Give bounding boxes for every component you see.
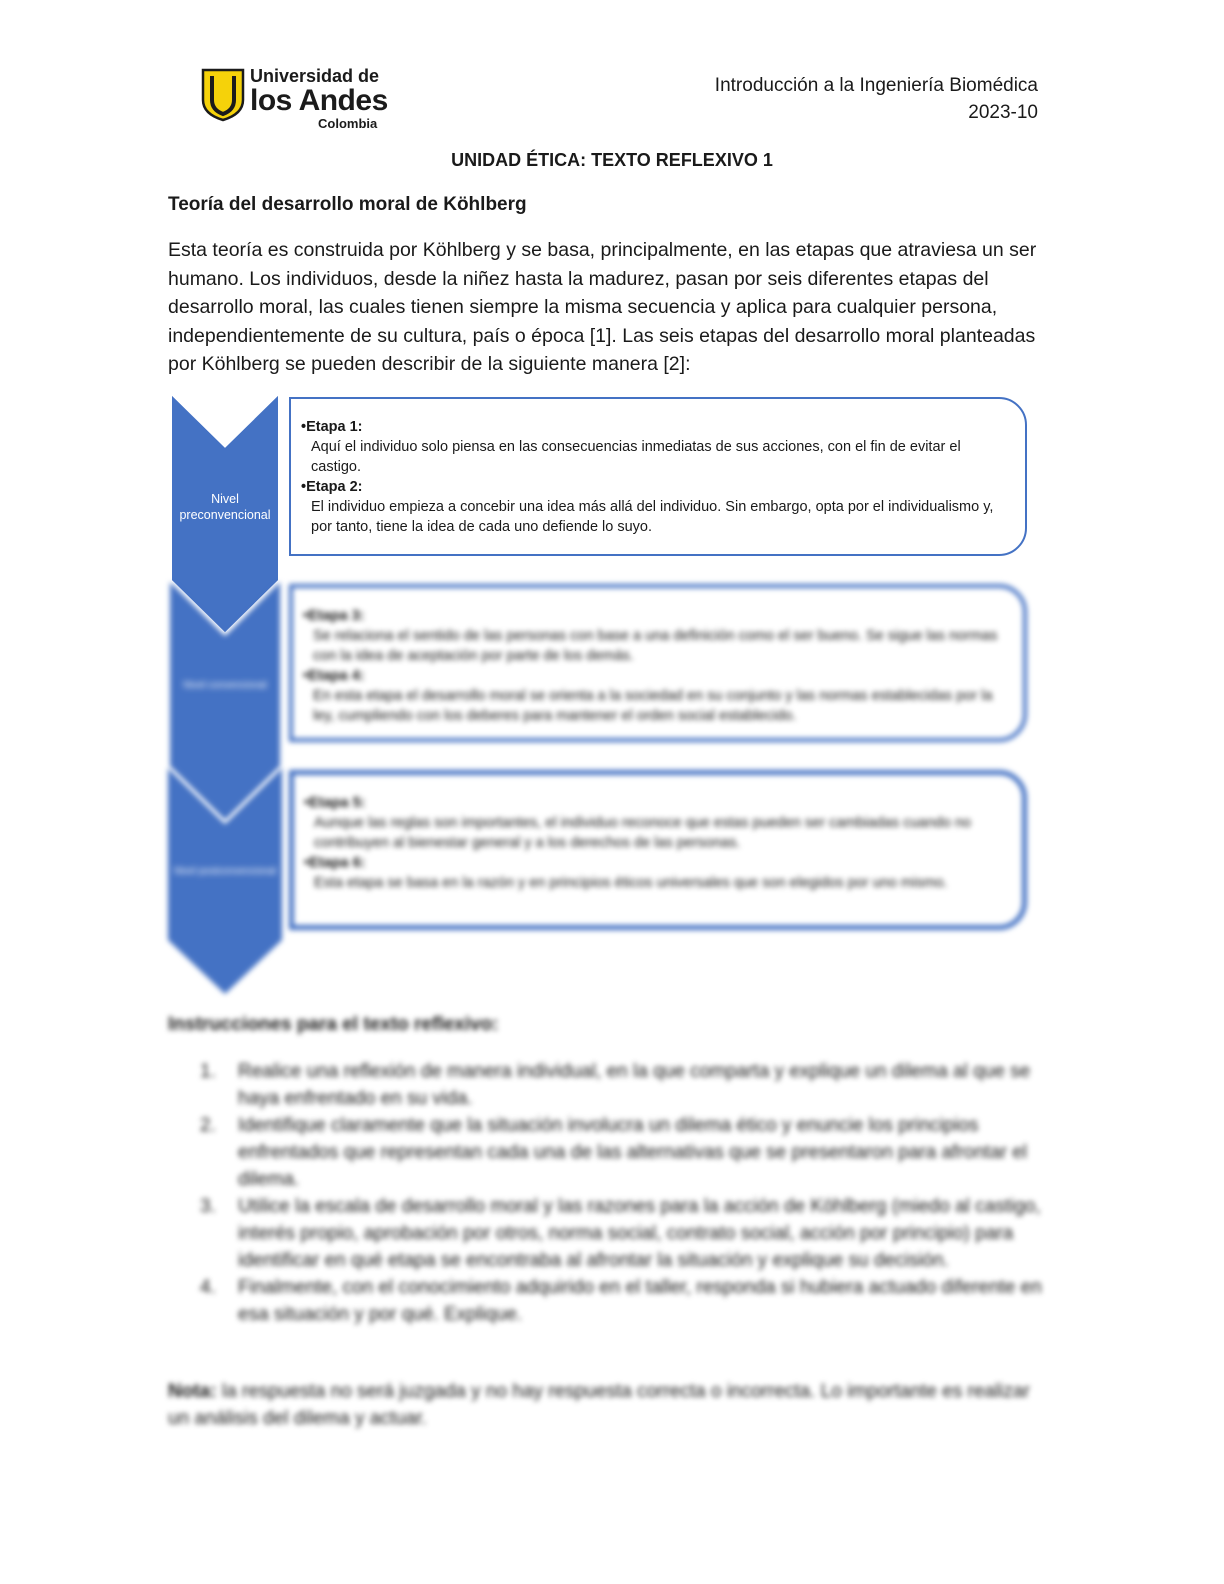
note-label: Nota: [168,1381,217,1402]
item-number: 4. [200,1277,216,1298]
stage-name: •Etapa 2: [301,479,363,495]
note [168,1378,1046,1432]
term: 2023-10 [968,102,1038,123]
logo-line-3: Colombia [318,116,378,131]
stage-text: Esta etapa se basa en la razón y en principios éticos universales que son elegidos por uno mismo. [314,875,948,891]
level-label-2: Nivel convencional [183,680,267,691]
course-name: Introducción a la Ingeniería Biomédica [714,75,1038,96]
intro-paragraph: Esta teoría es construida por Köhlberg y se basa, principalmente, en las etapas que atraviesa un ser humano. Los individuos, desde la niñez hasta la madurez, pasan por seis diferentes etapas del desarrollo moral, las cuales tienen siempre la misma secuencia y aplica para cualquier persona, independientemente de su cultura, país o época [1]. Las seis etapas del desarrollo moral planteadas por Köhlberg se pueden describir de la siguiente manera [2]: [168,239,1037,375]
instructions-list [200,1058,1046,1328]
stage-text: El individuo empieza a concebir una idea más allá del individuo. Sin embargo, opta por el individualismo y, por tanto, tiene la idea de cada uno defiende lo suyo. [311,499,994,535]
section-heading: Teoría del desarrollo moral de Köhlberg [168,194,527,215]
list-item [200,1193,1046,1274]
item-text: Finalmente, con el conocimiento adquirido en el taller, responda si hubiera actuado diferente en esa situación y por qué. Explique. [238,1277,1042,1325]
level-label-1: Nivel preconvencional [179,492,271,522]
list-item [200,1274,1046,1328]
stage-text: En esta etapa el desarrollo moral se orienta a la sociedad en su conjunto y las normas establecidas por la ley, cumpliendo con los deberes para mantener el orden social establecido. [313,688,993,724]
instructions-heading: Instrucciones para el texto reflexivo: [168,1014,499,1035]
logo-line-1: Universidad de [250,66,380,86]
document-title: UNIDAD ÉTICA: TEXTO REFLEXIVO 1 [451,150,773,170]
level-box-3 [289,770,1027,930]
stage-name: •Etapa 3: [303,608,365,624]
item-text: Realice una reflexión de manera individual, en la que comparta y explique un dilema al que se haya enfrentado en su vida. [238,1061,1031,1109]
item-text: Utilice la escala de desarrollo moral y las razones para la acción de Köhlberg (miedo al castigo, interés propio, aprobación por otros, norma social, contrato social, acción por principio) para identificar en qué etapa se encontraba al afrontar la situación y explique su decisión. [238,1196,1041,1271]
note-text: la respuesta no será juzgada y no hay respuesta correcta o incorrecta. Lo importante es realizar un análisis del dilema y actuar. [168,1381,1030,1429]
item-number: 3. [200,1196,216,1217]
stage-name: •Etapa 1: [301,419,363,435]
level-label-3: Nivel postconvencional [173,866,277,877]
stage-text: Se relaciona el sentido de las personas con base a una definición como el ser bueno. Se sigue las normas con la idea de aceptación por parte de los demás. [313,628,998,664]
stage-text: Aquí el individuo solo piensa en las consecuencias inmediatas de sus acciones, con el fin de evitar el castigo. [311,439,961,475]
logo-line-2: los Andes [250,84,388,117]
stage-name: •Etapa 4: [303,668,365,684]
list-item [200,1058,1046,1112]
stage-name: •Etapa 6: [304,855,366,871]
item-number: 1. [200,1061,216,1082]
stage-name: •Etapa 5: [304,795,366,811]
item-number: 2. [200,1115,216,1136]
list-item [200,1112,1046,1193]
item-text: Identifique claramente que la situación involucra un dilema ético y enuncie los principios enfrentados que representan cada una de las alternativas que se presentaron para afrontar el dilema. [238,1115,1028,1190]
level-box-2 [289,584,1027,742]
stage-text: Aunque las reglas son importantes, el individuo reconoce que estas pueden ser cambiadas cuando no contribuyen al bienestar general y a los derechos de las personas. [314,815,971,851]
level-box-1 [289,397,1027,556]
